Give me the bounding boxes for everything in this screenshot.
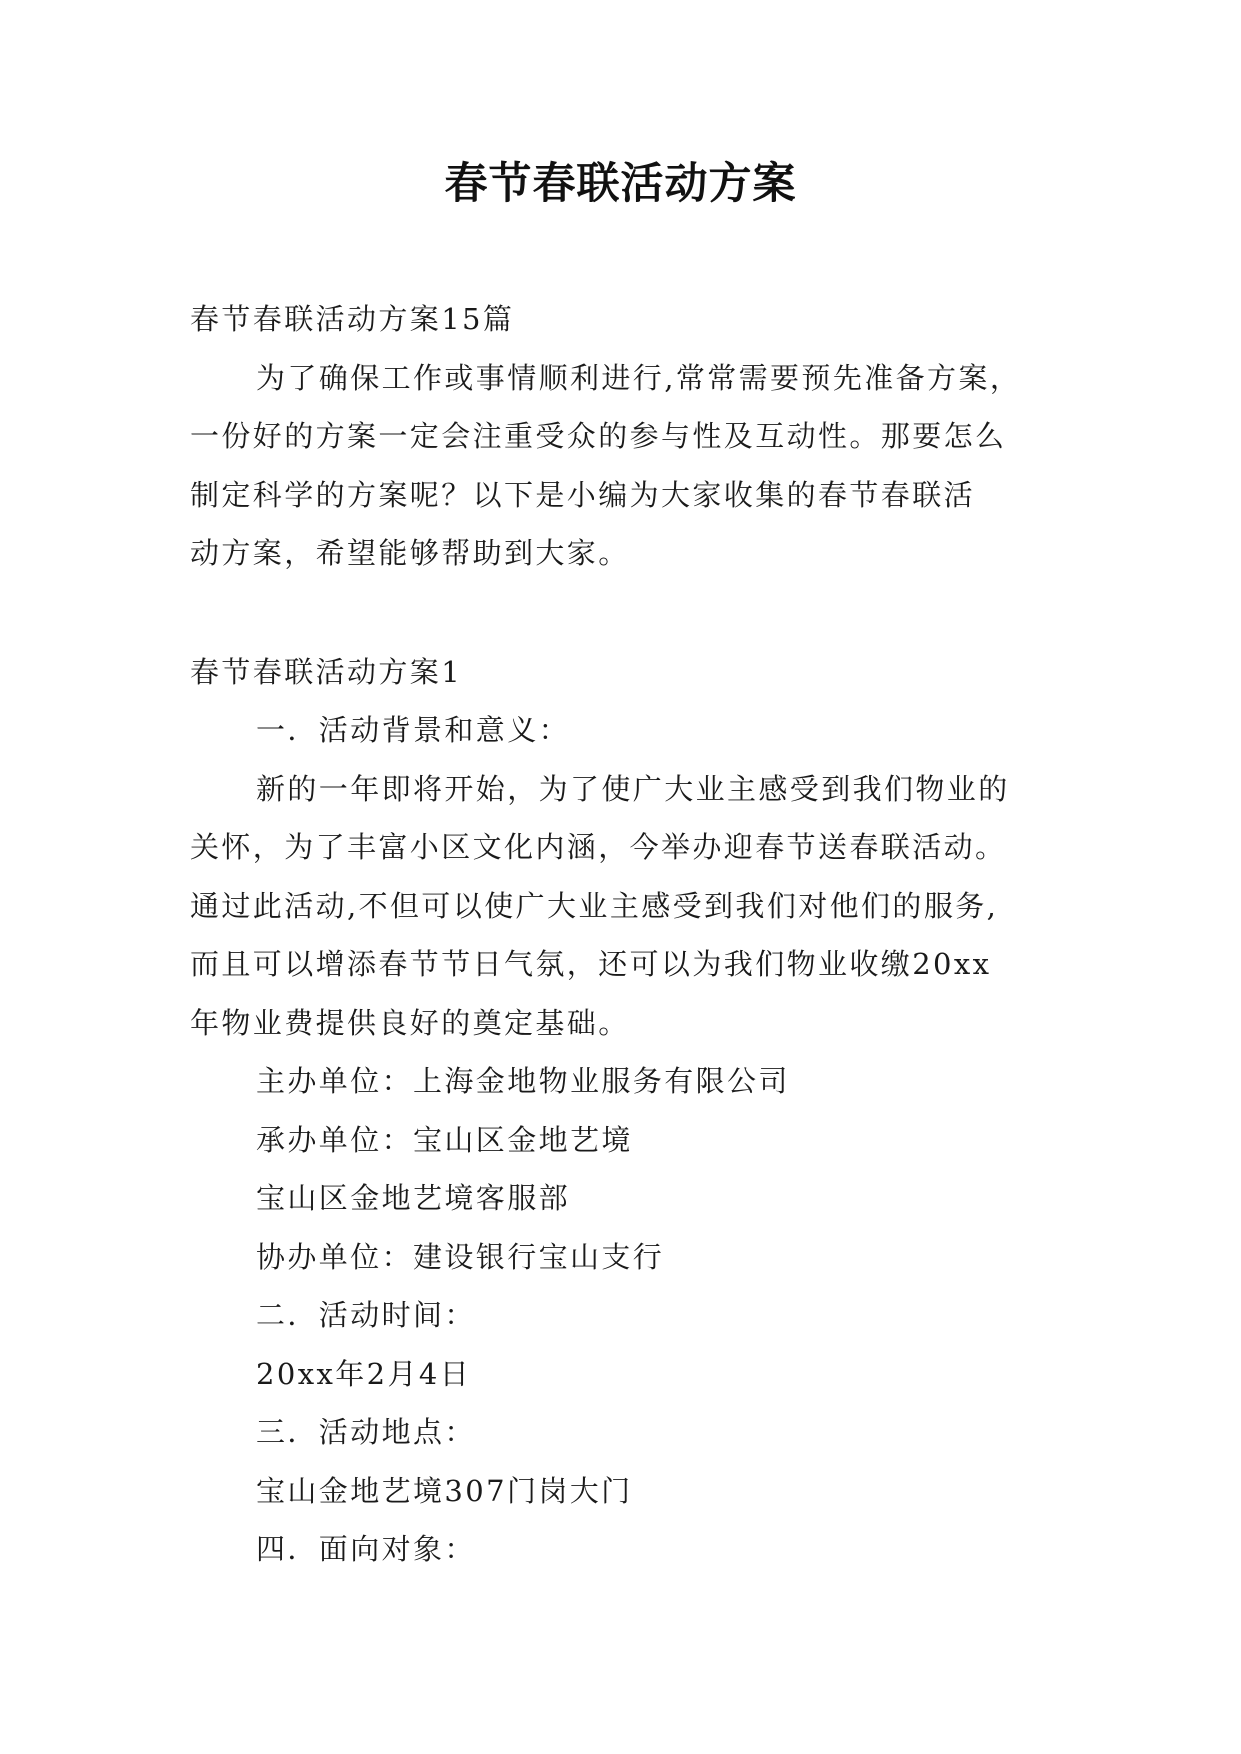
- section-spacer: [190, 583, 1060, 643]
- undertaker: 承办单位：宝山区金地艺境: [256, 1122, 633, 1157]
- section-title: 春节春联活动方案1: [190, 654, 463, 689]
- co-organizer: 协办单位：建设银行宝山支行: [256, 1239, 665, 1274]
- paragraph-line: 通过此活动,不但可以使广大业主感受到我们对他们的服务,: [190, 888, 999, 923]
- heading-time: 二．活动时间：: [256, 1298, 476, 1332]
- intro-line: 为了确保工作或事情顺利进行,常常需要预先准备方案，: [256, 360, 1022, 395]
- paragraph-line: 关怀，为了丰富小区文化内涵，今举办迎春节送春联活动。: [190, 830, 1007, 864]
- paragraph-line: 新的一年即将开始，为了使广大业主感受到我们物业的: [256, 771, 1010, 806]
- heading-background: 一．活动背景和意义：: [256, 713, 571, 747]
- intro-line: 动方案，希望能够帮助到大家。: [190, 536, 630, 570]
- subtitle: 春节春联活动方案15篇: [190, 302, 515, 336]
- heading-location: 三．活动地点：: [256, 1415, 476, 1449]
- intro-line: 一份好的方案一定会注重受众的参与性及互动性。那要怎么: [190, 419, 1007, 453]
- paragraph-line: 而且可以增添春节节日气氛，还可以为我们物业收缴20xx: [190, 947, 992, 981]
- document-title: 春节春联活动方案: [444, 159, 797, 209]
- undertaker-department: 宝山区金地艺境客服部: [256, 1181, 571, 1215]
- event-location: 宝山金地艺境307门岗大门: [256, 1473, 633, 1508]
- heading-audience: 四．面向对象：: [256, 1532, 476, 1566]
- event-date: 20xx年2月4日: [256, 1356, 472, 1391]
- document-body: [190, 290, 1060, 1579]
- paragraph-line: 年物业费提供良好的奠定基础。: [190, 1005, 630, 1040]
- organizer: 主办单位：上海金地物业服务有限公司: [256, 1064, 790, 1098]
- intro-line: 制定科学的方案呢？以下是小编为大家收集的春节春联活: [190, 477, 976, 512]
